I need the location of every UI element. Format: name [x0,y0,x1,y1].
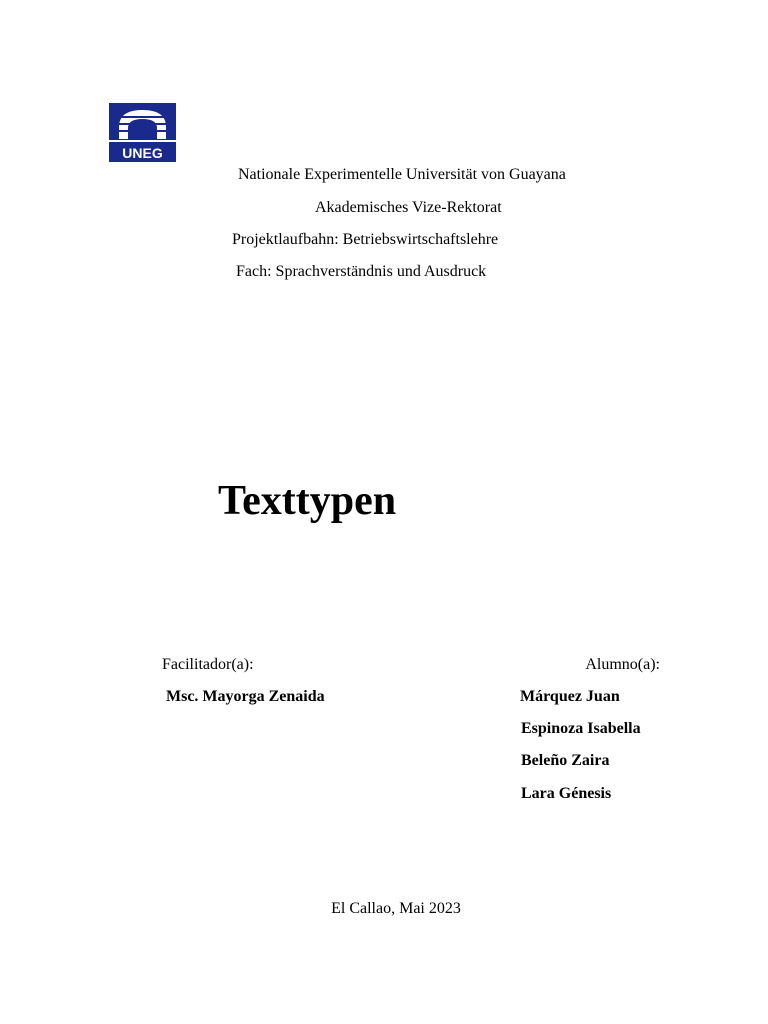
logo-text: UNEG [122,145,163,161]
career-line: Projektlaufbahn: Betriebswirtschaftslehre [232,231,499,248]
document-title: Texttypen [218,478,397,524]
student-name: Lara Génesis [521,785,612,802]
student-name: Espinoza Isabella [521,720,641,737]
uneg-logo [109,103,176,162]
subject-line: Fach: Sprachverständnis und Ausdruck [236,263,487,280]
place-date: El Callao, Mai 2023 [331,900,461,917]
student-name: Beleño Zaira [521,752,610,769]
facilitator-name: Msc. Mayorga Zenaida [166,688,325,705]
facilitator-label: Facilitador(a): [162,656,254,673]
rectorate-name: Akademisches Vize-Rektorat [315,199,502,216]
students-label: Alumno(a): [585,656,660,673]
university-name: Nationale Experimentelle Universität von Guayana [238,166,566,183]
student-name: Márquez Juan [520,688,620,705]
